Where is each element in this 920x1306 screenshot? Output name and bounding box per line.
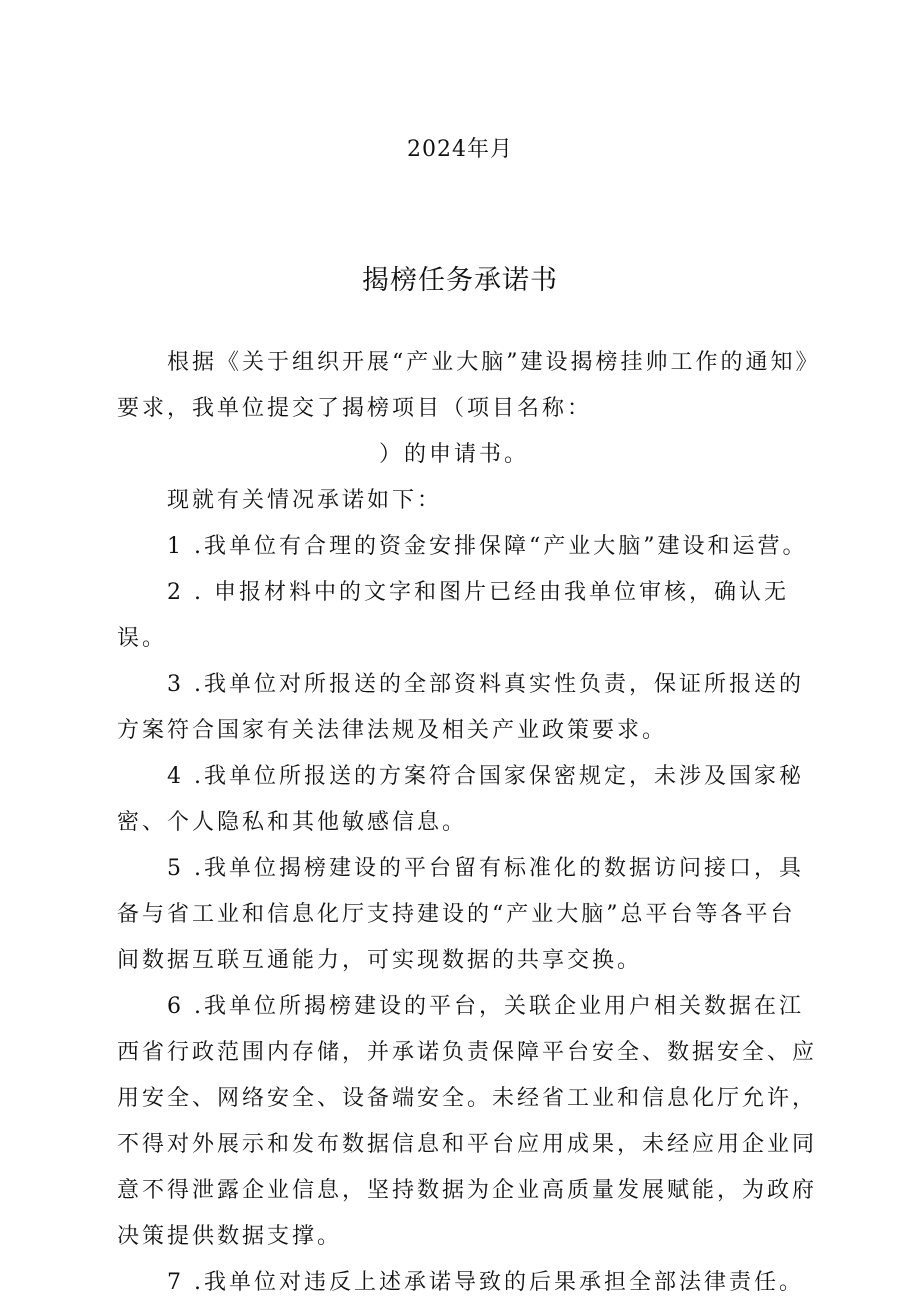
commitment-lead: 现就有关情况承诺如下：	[167, 488, 443, 513]
commitment-item-7: 7 .我单位对违反上述承诺导致的后果承担全部法律责任。	[167, 1270, 804, 1295]
document-title: 揭榜任务承诺书	[362, 265, 558, 296]
commitment-item-5: 5 .我单位揭榜建设的平台留有标准化的数据访问接口，具备与省工业和信息化厅支持建设的“产业大脑”总平台等各平台间数据互联互通能力，可实现数据的共享交换。	[117, 856, 804, 973]
intro-text-before: 根据《关于组织开展“产业大脑”建设揭榜挂帅工作的通知》要求，我单位提交了揭榜项目（项目名称：	[117, 350, 810, 421]
document-date: 2024年月	[407, 137, 513, 162]
intro-text-after: ）的申请书。	[379, 442, 530, 467]
document-body	[117, 340, 817, 1306]
commitment-item-6: 6 .我单位所揭榜建设的平台，关联企业用户相关数据在江西省行政范围内存储，并承诺负责保障平台安全、数据安全、应用安全、网络安全、设备端安全。未经省工业和信息化厅允许，不得对外展示和发布数据信息和平台应用成果，未经应用企业同意不得泄露企业信息，坚持数据为企业高质量发展赋能，为政府决策提供数据支撑。	[117, 994, 818, 1249]
commitment-item-3: 3 .我单位对所报送的全部资料真实性负责，保证所报送的方案符合国家有关法律法规及相关产业政策要求。	[117, 672, 804, 743]
commitment-item-2: 2 . 申报材料中的文字和图片已经由我单位审核，确认无误。	[117, 580, 789, 651]
commitment-item-1: 1 .我单位有合理的资金安排保障“产业大脑”建设和运营。	[167, 534, 808, 559]
commitment-item-4: 4 .我单位所报送的方案符合国家保密规定，未涉及国家秘密、个人隐私和其他敏感信息。	[117, 764, 804, 835]
intro-paragraph	[117, 340, 817, 478]
